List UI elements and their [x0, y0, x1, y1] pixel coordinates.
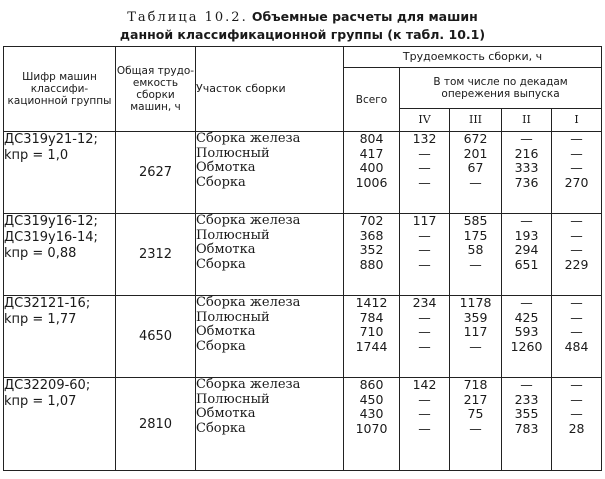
value: —: [520, 131, 533, 146]
vsego-cell: [344, 214, 400, 296]
table-row: [4, 132, 602, 214]
section-name: Полюсный: [196, 227, 270, 243]
value: —: [570, 213, 583, 228]
total-labor-cell: 2312: [116, 214, 196, 296]
value: 593: [514, 324, 539, 339]
machine-code-line: ДС319у16-12;: [4, 214, 98, 229]
value: 651: [514, 256, 539, 272]
section-cell: [196, 378, 344, 471]
value: —: [469, 338, 482, 354]
value: —: [570, 160, 583, 175]
decade-i-cell: [552, 378, 602, 471]
header-dec-iii: III: [450, 109, 502, 132]
value: 193: [514, 227, 539, 243]
value: 702: [359, 213, 384, 228]
value: 484: [564, 338, 589, 354]
value: 142: [412, 377, 437, 392]
value: 333: [514, 160, 539, 175]
value: —: [418, 160, 431, 175]
value: 1178: [459, 295, 492, 310]
value: 880: [359, 256, 384, 272]
value: 294: [514, 242, 539, 257]
machine-code-cell: [4, 214, 116, 296]
value: 585: [463, 213, 488, 228]
machine-code-line: kпр = 1,77: [4, 312, 77, 327]
value: 216: [514, 145, 539, 161]
value: 132: [412, 131, 437, 146]
value: —: [469, 174, 482, 190]
decade-i-cell: [552, 132, 602, 214]
table-title-1: Объемные расчеты для машин: [251, 9, 478, 24]
decade-iv-cell: [400, 132, 450, 214]
value: 355: [514, 406, 539, 421]
value: 1412: [355, 295, 388, 310]
value: 860: [359, 377, 384, 392]
value: 425: [514, 309, 539, 325]
value: —: [418, 391, 431, 407]
value: —: [418, 174, 431, 190]
value: —: [418, 406, 431, 421]
section-name: Полюсный: [196, 309, 270, 325]
value: —: [570, 406, 583, 421]
value: 75: [467, 406, 484, 421]
value: 368: [359, 227, 384, 243]
value: 1006: [355, 174, 388, 190]
table-caption: [0, 8, 605, 44]
value: —: [418, 324, 431, 339]
machine-code-line: ДС32121-16;: [4, 296, 91, 311]
value: 352: [359, 242, 384, 257]
caption-line-2: [0, 26, 605, 44]
section-name: Сборка железа: [196, 295, 301, 310]
value: 450: [359, 391, 384, 407]
header-total: Общая трудо-емкость сборки машин, ч: [116, 47, 196, 132]
table-number: Таблица 10.2.: [127, 10, 248, 25]
section-name: Сборка железа: [196, 213, 301, 228]
machine-code-cell: [4, 296, 116, 378]
value: —: [418, 242, 431, 257]
section-name: Сборка: [196, 256, 246, 272]
value: —: [570, 227, 583, 243]
table-row: [4, 214, 602, 296]
value: —: [418, 309, 431, 325]
value: 217: [463, 391, 488, 407]
vsego-cell: [344, 132, 400, 214]
value: —: [520, 213, 533, 228]
total-labor-cell: 2810: [116, 378, 196, 471]
value: 28: [568, 420, 585, 436]
decade-ii-cell: [502, 214, 552, 296]
decade-i-cell: [552, 296, 602, 378]
value: —: [570, 391, 583, 407]
decade-ii-cell: [502, 132, 552, 214]
table-title-2: данной классификационной группы (к табл. 10.1): [119, 27, 486, 42]
decade-iv-cell: [400, 378, 450, 471]
machine-code-line: kпр = 1,07: [4, 394, 77, 409]
machine-code-line: ДС319у16-14;: [4, 230, 98, 245]
section-name: Полюсный: [196, 145, 270, 161]
value: —: [570, 377, 583, 392]
machine-code-line: kпр = 0,88: [4, 246, 77, 261]
section-name: Сборка железа: [196, 131, 301, 146]
header-labor: Трудоемкость сборки, ч: [344, 47, 602, 68]
value: —: [418, 256, 431, 272]
value: 58: [467, 242, 484, 257]
total-labor-cell: 4650: [116, 296, 196, 378]
machine-code-line: kпр = 1,0: [4, 148, 69, 163]
value: 359: [463, 309, 488, 325]
value: 1070: [355, 420, 388, 436]
value: 1260: [510, 338, 543, 354]
machine-code-cell: [4, 132, 116, 214]
header-vsego: Всего: [344, 68, 400, 132]
value: —: [570, 242, 583, 257]
decade-iv-cell: [400, 214, 450, 296]
decade-iii-cell: [450, 296, 502, 378]
value: —: [418, 420, 431, 436]
header-code: Шифр машин классифи-кационной группы: [4, 47, 116, 132]
value: 229: [564, 256, 589, 272]
decade-ii-cell: [502, 296, 552, 378]
labor-table: [3, 46, 602, 471]
value: —: [570, 324, 583, 339]
value: 117: [412, 213, 437, 228]
value: —: [570, 309, 583, 325]
header-section: Участок сборки: [196, 47, 344, 132]
section-name: Обмотка: [196, 406, 256, 421]
header-dec-iv: IV: [400, 109, 450, 132]
value: 400: [359, 160, 384, 175]
section-cell: [196, 214, 344, 296]
table-row: [4, 378, 602, 471]
caption-line-1: [0, 8, 605, 26]
value: —: [570, 145, 583, 161]
value: 672: [463, 131, 488, 146]
decade-iii-cell: [450, 378, 502, 471]
value: —: [469, 256, 482, 272]
section-name: Сборка: [196, 174, 246, 190]
section-name: Полюсный: [196, 391, 270, 407]
value: 234: [412, 295, 437, 310]
value: 784: [359, 309, 384, 325]
machine-code-cell: [4, 378, 116, 471]
header-decades: В том числе по декадам опережения выпуска: [400, 68, 602, 109]
value: —: [418, 227, 431, 243]
value: 417: [359, 145, 384, 161]
value: 710: [359, 324, 384, 339]
value: 67: [467, 160, 484, 175]
decade-iii-cell: [450, 132, 502, 214]
value: 718: [463, 377, 488, 392]
table-body: [4, 132, 602, 471]
machine-code-line: ДС319у21-12;: [4, 132, 98, 147]
value: —: [520, 295, 533, 310]
table-row: [4, 296, 602, 378]
section-name: Сборка: [196, 420, 246, 436]
value: 117: [463, 324, 488, 339]
decade-iv-cell: [400, 296, 450, 378]
section-cell: [196, 296, 344, 378]
section-cell: [196, 132, 344, 214]
value: 804: [359, 131, 384, 146]
value: 233: [514, 391, 539, 407]
value: —: [418, 338, 431, 354]
vsego-cell: [344, 378, 400, 471]
value: —: [520, 377, 533, 392]
value: 270: [564, 174, 589, 190]
vsego-cell: [344, 296, 400, 378]
section-name: Обмотка: [196, 324, 256, 339]
value: 783: [514, 420, 539, 436]
header-dec-ii: II: [502, 109, 552, 132]
section-name: Сборка железа: [196, 377, 301, 392]
value: 430: [359, 406, 384, 421]
value: —: [469, 420, 482, 436]
section-name: Обмотка: [196, 160, 256, 175]
value: 175: [463, 227, 488, 243]
section-name: Сборка: [196, 338, 246, 354]
decade-ii-cell: [502, 378, 552, 471]
header-dec-i: I: [552, 109, 602, 132]
section-name: Обмотка: [196, 242, 256, 257]
decade-iii-cell: [450, 214, 502, 296]
value: —: [570, 295, 583, 310]
value: —: [570, 131, 583, 146]
value: 736: [514, 174, 539, 190]
value: 1744: [355, 338, 388, 354]
value: 201: [463, 145, 488, 161]
decade-i-cell: [552, 214, 602, 296]
value: —: [418, 145, 431, 161]
machine-code-line: ДС32209-60;: [4, 378, 91, 393]
total-labor-cell: 2627: [116, 132, 196, 214]
